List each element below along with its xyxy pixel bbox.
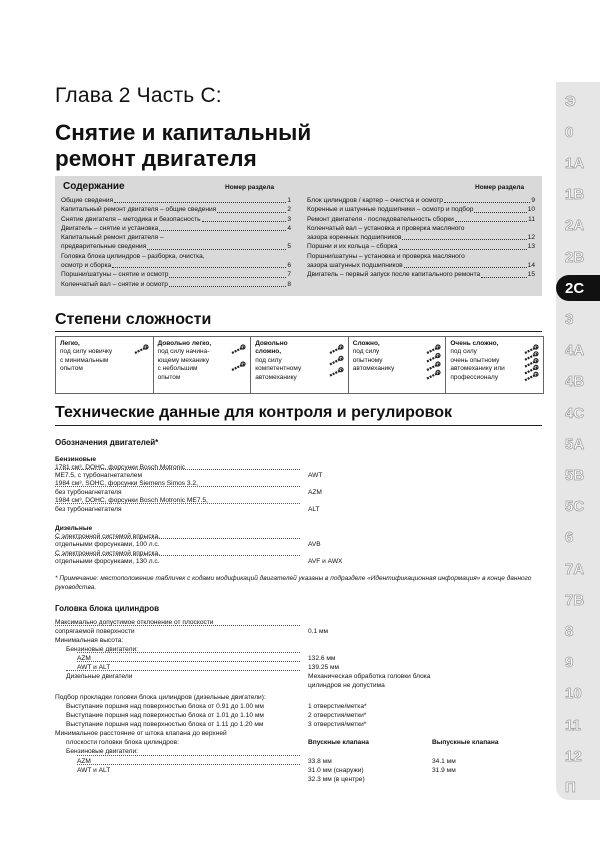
difficulty-text: опытом bbox=[157, 373, 181, 381]
row-text: Подбор прокладки головки блока цилиндров (дизельные двигатели): bbox=[55, 694, 266, 701]
spec-value: 0.1 мм bbox=[308, 628, 329, 635]
chapter-tab-4a[interactable]: 4A bbox=[556, 338, 600, 364]
chapter-tab-6[interactable]: 6 bbox=[556, 525, 600, 551]
toc-item bbox=[307, 252, 535, 261]
toc-item-section-number: 3 bbox=[287, 215, 291, 223]
row-text: С электронной системой впрыска, bbox=[55, 550, 161, 557]
toc-item-label: Капитальный ремонт двигателя – общие сведения bbox=[61, 206, 217, 214]
difficulty-text: Очень сложно, bbox=[450, 340, 499, 347]
chapter-label: Глава 2 Часть С: bbox=[55, 84, 222, 107]
toc-item-label: Двигатель – снятие и установка bbox=[61, 224, 159, 232]
toc-item bbox=[307, 270, 535, 279]
toc-item bbox=[61, 205, 291, 214]
cylinder-head-heading: Головка блока цилиндров bbox=[55, 604, 159, 613]
footnote: * Примечание: местоположение табличек с кодами модификаций двигателей указаны в подразделе «Идентификационная информация» в конце данного руководства. bbox=[55, 575, 532, 591]
row-text: AZM bbox=[77, 758, 91, 765]
difficulty-text: под силу bbox=[352, 348, 380, 356]
toc-item bbox=[307, 205, 535, 214]
row-text: отдельными форсунками, 100 л.с. bbox=[55, 541, 160, 548]
row-text: плоскости головки блока цилиндров: bbox=[66, 739, 179, 746]
difficulty-text: компетентному bbox=[255, 365, 302, 373]
toc-item-section-number: 15 bbox=[527, 271, 535, 279]
toc-item-section-number: 9 bbox=[531, 197, 535, 204]
engine-code: ALT bbox=[308, 506, 320, 513]
toc-item-section-number: 8 bbox=[287, 280, 291, 288]
toc-item-label: Блок цилиндров / картер – очистка и осмотр bbox=[307, 197, 443, 204]
toc-item-label: Капитальный ремонт двигателя – bbox=[61, 234, 164, 242]
difficulty-text: опытному bbox=[352, 356, 383, 364]
difficulty-text: профессионалу bbox=[450, 373, 499, 381]
difficulty-level-1 bbox=[56, 337, 154, 393]
toc-item-section-number: 13 bbox=[527, 243, 535, 251]
toc-item-label: Головка блока цилиндров – разборка, очистка, bbox=[61, 252, 205, 260]
toc-item bbox=[307, 224, 535, 233]
toc-item-section-number: 11 bbox=[528, 215, 535, 223]
row-text: отдельными форсунками, 130 л.с. bbox=[55, 558, 160, 565]
spec-value: Механическая обработка головки блока bbox=[308, 673, 431, 680]
chapter-tab-12[interactable]: 12 bbox=[556, 743, 600, 769]
row-text: AWT и ALT bbox=[77, 664, 111, 671]
spec-value: 31.9 мм bbox=[432, 767, 456, 774]
tech-divider bbox=[55, 425, 542, 426]
row-text: Минимальная высота: bbox=[55, 637, 124, 644]
row-text: AWT и ALT bbox=[77, 767, 111, 774]
toc-item-label: Коленчатый вал – снятие и осмотр bbox=[61, 280, 168, 288]
toc-item-section-number: 14 bbox=[527, 262, 535, 270]
toc-item bbox=[307, 215, 535, 224]
spanner-mark bbox=[427, 371, 440, 379]
toc-item bbox=[61, 270, 291, 279]
spanner-mark bbox=[232, 362, 245, 370]
contents-section-label-right: Номер раздела bbox=[475, 184, 525, 191]
spec-value: цилиндров не допустима bbox=[308, 682, 385, 689]
difficulty-text: автомеханику bbox=[352, 365, 395, 373]
toc-item-label: Поршни/шатуны – установка и проверка масляного bbox=[307, 252, 465, 260]
toc-item bbox=[61, 261, 291, 270]
spec-value: 1 отверстие/метка* bbox=[308, 703, 367, 710]
difficulty-text: Легко, bbox=[60, 340, 80, 347]
spec-value: 34.1 мм bbox=[432, 758, 456, 765]
toc-item-section-number: 4 bbox=[287, 224, 291, 232]
engine-code: AVF и AWX bbox=[308, 558, 343, 565]
title-line-2: ремонт двигателя bbox=[55, 146, 257, 171]
difficulty-level-5 bbox=[446, 337, 543, 393]
toc-item bbox=[61, 233, 291, 242]
difficulty-text: автомеханику bbox=[255, 373, 297, 381]
difficulty-text: опытом bbox=[60, 365, 83, 373]
difficulty-text: Довольно bbox=[255, 340, 288, 347]
spanner-mark bbox=[427, 345, 440, 353]
chapter-tab-5a[interactable]: 5A bbox=[556, 431, 600, 457]
spanner-mark bbox=[135, 345, 148, 353]
spec-value: 33.8 мм bbox=[308, 758, 332, 765]
row-text: 1781 см³, DOHC, форсунки Bosch Motronic bbox=[55, 464, 186, 471]
chapter-tab-4c[interactable]: 4C bbox=[556, 400, 600, 426]
toc-item bbox=[307, 242, 535, 251]
toc-item bbox=[61, 242, 291, 251]
column-header-exhaust: Выпускные клапана bbox=[432, 739, 499, 746]
toc-item-label: Поршни и их кольца – сборка bbox=[307, 243, 398, 251]
difficulty-level-2 bbox=[154, 337, 252, 393]
engine-codes-heading: Обозначения двигателей* bbox=[55, 438, 159, 447]
spec-value: 132.6 мм bbox=[308, 655, 336, 662]
spanner-mark bbox=[232, 345, 245, 353]
chapter-tab-2b[interactable]: 2B bbox=[556, 244, 600, 270]
row-text: сопрягаемой поверхности bbox=[55, 628, 135, 635]
toc-item bbox=[307, 233, 535, 242]
difficulty-text: под силу bbox=[255, 356, 282, 364]
difficulty-level-3 bbox=[251, 337, 349, 393]
toc-item bbox=[61, 280, 291, 289]
toc-item bbox=[307, 196, 535, 205]
chapter-tab-0[interactable]: 0 bbox=[556, 119, 600, 145]
toc-item-label: зазора коренных подшипников bbox=[307, 234, 402, 242]
chapter-tab-5b[interactable]: 5B bbox=[556, 462, 600, 488]
difficulty-text: Сложно, bbox=[352, 340, 380, 347]
row-text: без турбонагнетателя bbox=[55, 489, 122, 496]
spanner-icon bbox=[523, 343, 539, 385]
toc-item-label: Ремонт двигателя - последовательность сборки bbox=[307, 215, 454, 223]
spanner-icon bbox=[133, 343, 149, 385]
contents-left-column bbox=[61, 196, 291, 289]
chapter-tab-8[interactable]: 8 bbox=[556, 618, 600, 644]
row-text: Максимально допустимое отклонение от плоскости bbox=[55, 619, 214, 626]
contents-right-column bbox=[307, 196, 535, 280]
spanner-mark bbox=[330, 356, 343, 364]
toc-item-section-number: 5 bbox=[287, 243, 291, 251]
spanner-icon bbox=[425, 343, 441, 385]
row-text: С электронной системой впрыска, bbox=[55, 533, 161, 540]
difficulty-scale bbox=[55, 336, 544, 394]
chapter-tab-э[interactable]: Э bbox=[556, 88, 600, 114]
toc-item-label: предварительные сведения bbox=[61, 243, 147, 251]
spanner-icon bbox=[328, 343, 344, 385]
difficulty-text: с минимальным bbox=[60, 356, 109, 364]
toc-item bbox=[61, 215, 291, 224]
chapter-tab-11[interactable]: 11 bbox=[556, 712, 600, 738]
row-text: Дизельные двигатели bbox=[66, 673, 133, 680]
spec-value: 31.0 мм (снаружи) bbox=[308, 767, 364, 774]
row-text: 1984 см³, SOHC, форсунки Siemens Simos 3.2, bbox=[55, 480, 198, 487]
column-header-intake: Впускные клапана bbox=[308, 739, 369, 746]
spanner-mark bbox=[330, 345, 343, 353]
toc-item-label: зазора шатунных подшипников bbox=[307, 262, 403, 270]
toc-item-section-number: 12 bbox=[527, 234, 535, 242]
chapter-tab-2c[interactable]: 2C bbox=[556, 275, 600, 301]
chapter-tab-7b[interactable]: 7B bbox=[556, 587, 600, 613]
chapter-tab-10[interactable]: 10 bbox=[556, 681, 600, 707]
spanner-mark bbox=[330, 368, 343, 376]
toc-item-label: Поршни/шатуны – снятие и осмотр bbox=[61, 271, 169, 279]
row-text: Выступание поршня над поверхностью блока от 1.11 до 1.20 мм bbox=[66, 721, 264, 728]
difficulty-text: сложно, bbox=[255, 348, 282, 356]
page-title bbox=[55, 120, 311, 172]
spec-value: 2 отверстия/метки* bbox=[308, 712, 367, 719]
difficulty-text: под силу новичку bbox=[60, 348, 113, 356]
toc-item bbox=[61, 224, 291, 233]
difficulty-text: автомеханику или bbox=[450, 365, 505, 373]
toc-item-label: Двигатель – первый запуск после капитального ремонта bbox=[307, 271, 481, 279]
chapter-tab-3[interactable]: 3 bbox=[556, 306, 600, 332]
difficulty-text: очень опытному bbox=[450, 356, 500, 364]
difficulty-text: ющему механику bbox=[157, 356, 210, 364]
contents-title: Содержание bbox=[63, 181, 125, 192]
petrol-label: Бензиновые bbox=[55, 456, 97, 463]
toc-item-section-number: 10 bbox=[527, 206, 535, 214]
engine-code: AWT bbox=[308, 472, 323, 479]
row-text: Выступание поршня над поверхностью блока от 1.01 до 1.10 мм bbox=[66, 712, 264, 719]
engine-code: AZM bbox=[308, 489, 322, 496]
chapter-tab-4b[interactable]: 4B bbox=[556, 369, 600, 395]
chapter-tab-7a[interactable]: 7A bbox=[556, 556, 600, 582]
spanner-icon bbox=[230, 343, 246, 385]
diesel-label: Дизельные bbox=[55, 525, 93, 532]
difficulty-text: с небольшим bbox=[157, 365, 198, 373]
row-text: ME7.5, с турбонагнетателем bbox=[55, 472, 142, 479]
chapter-tab-9[interactable]: 9 bbox=[556, 650, 600, 676]
spanner-mark bbox=[427, 362, 440, 370]
difficulty-text: под силу начина- bbox=[157, 348, 210, 356]
row-text: 1984 см³, DOHC, форсунки Bosch Motronic ME7.5, bbox=[55, 497, 208, 504]
toc-item-label: Общие сведения bbox=[61, 197, 114, 204]
row-text: Бензиновые двигатели: bbox=[66, 748, 138, 755]
toc-item-section-number: 1 bbox=[287, 197, 291, 204]
spec-value: 139.25 мм bbox=[308, 664, 340, 671]
difficulty-text: Довольно легко, bbox=[157, 340, 212, 347]
toc-item bbox=[307, 261, 535, 270]
row-text: AZM bbox=[77, 655, 91, 662]
spec-value: 32.3 мм (в центре) bbox=[308, 776, 365, 783]
engine-code: AVB bbox=[308, 541, 321, 548]
toc-item bbox=[61, 252, 291, 261]
chapter-tab-1a[interactable]: 1A bbox=[556, 150, 600, 176]
difficulty-heading: Степени сложности bbox=[55, 311, 212, 328]
chapter-tab-1b[interactable]: 1B bbox=[556, 182, 600, 208]
title-line-1: Снятие и капитальный bbox=[55, 120, 312, 145]
row-text: без турбонагнетателя bbox=[55, 506, 122, 513]
contents-box bbox=[55, 176, 542, 296]
chapter-tab-2a[interactable]: 2A bbox=[556, 213, 600, 239]
toc-item-section-number: 7 bbox=[287, 271, 291, 279]
difficulty-level-4 bbox=[349, 337, 447, 393]
contents-section-label-left: Номер раздела bbox=[225, 184, 275, 191]
row-text: Выступание поршня над поверхностью блока от 0.91 до 1.00 мм bbox=[66, 703, 264, 710]
toc-item-section-number: 6 bbox=[287, 262, 291, 270]
row-text: Бензиновые двигатели: bbox=[66, 646, 138, 653]
toc-item-label: Снятие двигателя – методика и безопасность bbox=[61, 215, 201, 223]
chapter-tab-5c[interactable]: 5C bbox=[556, 494, 600, 520]
spec-value: 3 отверстия/метки* bbox=[308, 721, 367, 728]
toc-item-section-number: 2 bbox=[287, 206, 291, 214]
difficulty-divider bbox=[55, 331, 542, 332]
toc-item-label: осмотр и сборка bbox=[61, 262, 112, 270]
toc-item bbox=[61, 196, 291, 205]
difficulty-text: под силу bbox=[450, 348, 477, 356]
toc-item-label: Коренные и шатунные подшипники – осмотр и подбор bbox=[307, 206, 474, 214]
row-text: Минимальное расстояние от штока клапана до верхней bbox=[55, 730, 227, 737]
toc-item-label: Коленчатый вал – установка и проверка масляного bbox=[307, 224, 465, 232]
spanner-mark bbox=[427, 354, 440, 362]
chapter-tab-п[interactable]: П bbox=[556, 774, 600, 800]
tech-heading: Технические данные для контроля и регулировок bbox=[55, 404, 453, 421]
